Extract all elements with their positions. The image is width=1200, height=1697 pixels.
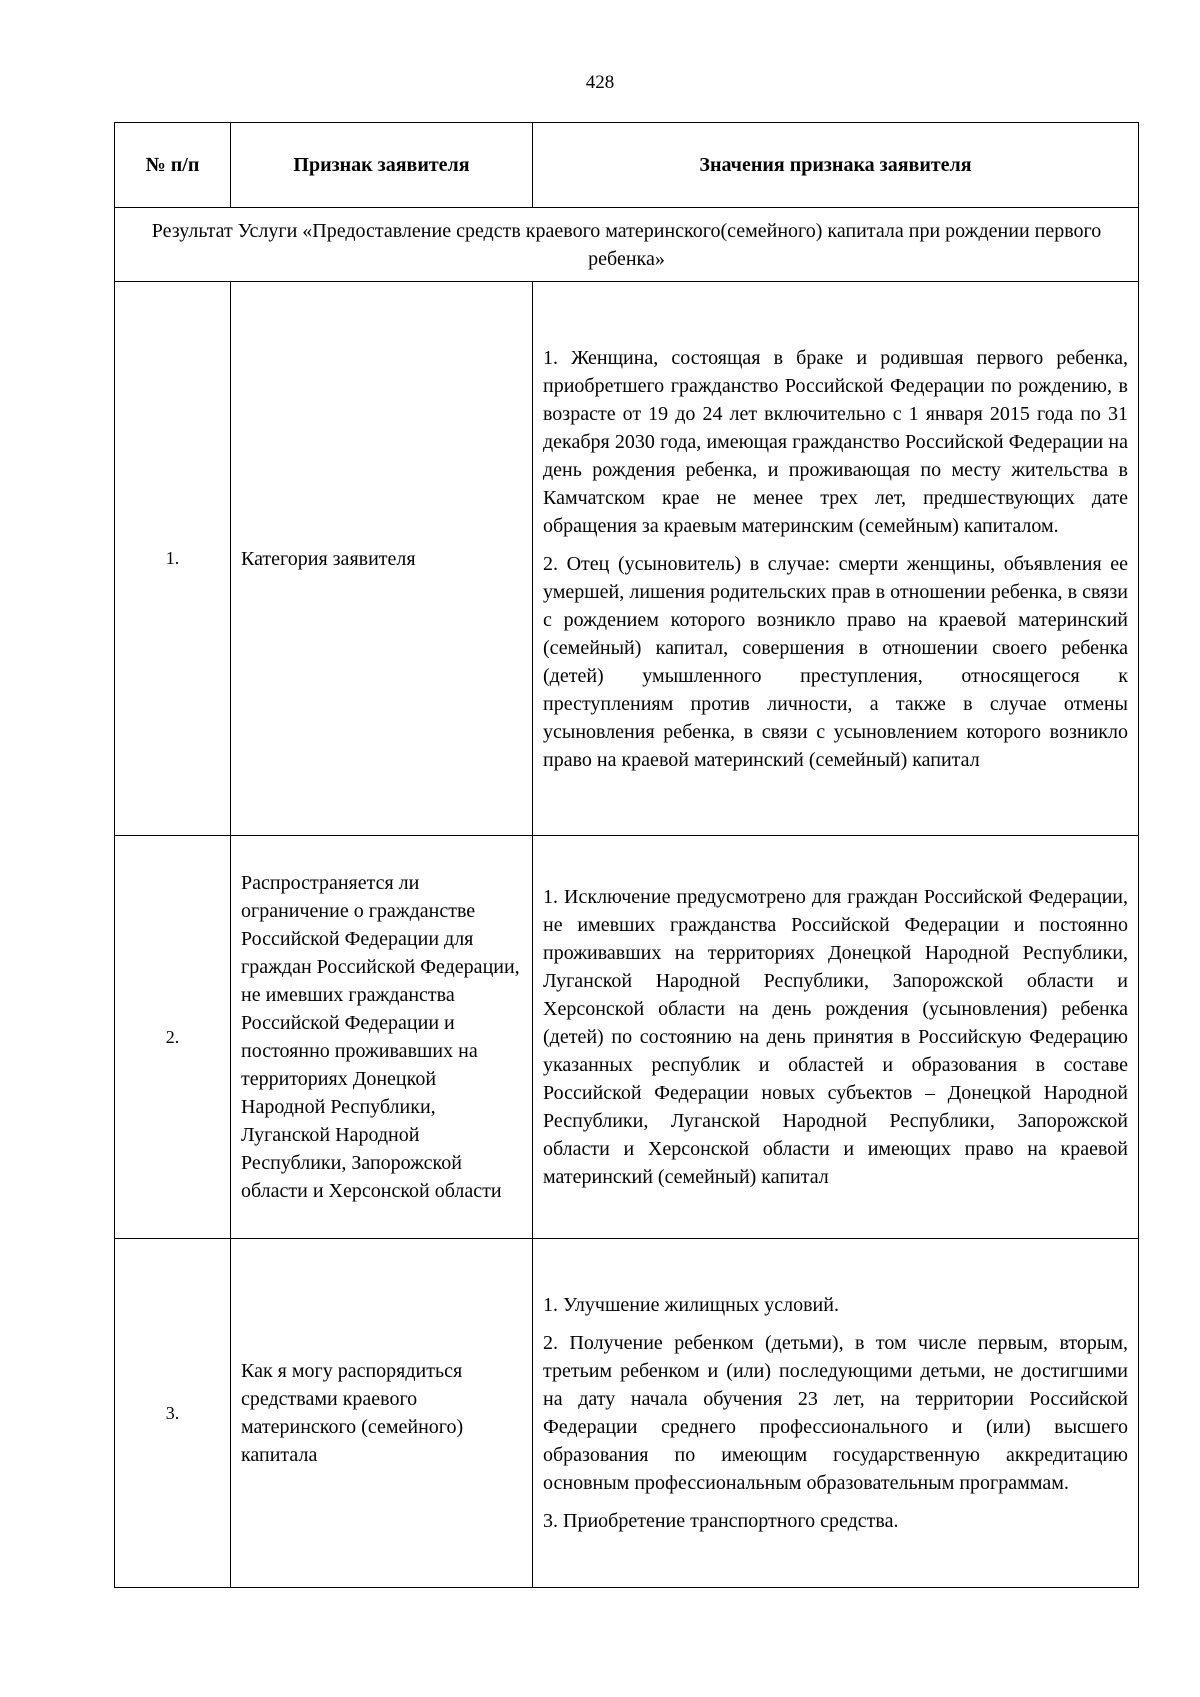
table-row xyxy=(115,282,1139,836)
table-header-row xyxy=(115,123,1139,208)
row-number: 2. xyxy=(115,836,231,1239)
result-title-row xyxy=(115,208,1139,282)
row-attribute: Как я могу распорядиться средствами краевого материнского (семейного) капитала xyxy=(231,1239,533,1588)
value-item: 1. Исключение предусмотрено для граждан Российской Федерации, не имевших гражданства Российской Федерации и постоянно проживавших на территориях Донецкой Народной Республики, Луганской Народной Республики, Запорожской области и Херсонской области на день рождения (усыновления) ребенка (детей) по состоянию на день принятия в Российскую Федерацию указанных республик и областей и образования в составе Российской Федерации новых субъектов – Донецкой Народной Республики, Луганской Народной Республики, Запорожской области и Херсонской области и имеющих право на краевой материнский (семейный) капитал xyxy=(543,886,1128,1188)
value-item: 3. Приобретение транспортного средства. xyxy=(543,1510,899,1532)
row-values xyxy=(533,282,1139,836)
value-item: 1. Женщина, состоящая в браке и родившая первого ребенка, приобретшего гражданство Российской Федерации по рождению, в возрасте от 19 до 24 лет включительно с 1 января 2015 года по 31 декабря 2030 года, имеющая гражданство Российской Федерации на день рождения ребенка, и проживающая по месту жительства в Камчатском крае не менее трех лет, предшествующих дате обращения за краевым материнским (семейным) капиталом. xyxy=(543,346,1128,537)
row-number: 1. xyxy=(115,282,231,836)
header-attribute: Признак заявителя xyxy=(231,123,533,208)
header-values: Значения признака заявителя xyxy=(533,123,1139,208)
value-item: 2. Отец (усыновитель) в случае: смерти женщины, объявления ее умершей, лишения родительских прав в отношении ребенка, в связи с рождением которого возникло право на краевой материнский (семейный) капитал, совершения в отношении своего ребенка (детей) умышленного преступления, относящегося к преступлениям против личности, а также в случае отмены усыновления ребенка, в связи с усыновлением которого возникло право на краевой материнский (семейный) капитал xyxy=(543,552,1128,771)
table-row xyxy=(115,1239,1139,1588)
value-item: 1. Улучшение жилищных условий. xyxy=(543,1294,839,1316)
row-attribute: Категория заявителя xyxy=(231,282,533,836)
header-num: № п/п xyxy=(115,123,231,208)
row-number: 3. xyxy=(115,1239,231,1588)
result-title: Результат Услуги «Предоставление средств краевого материнского(семейного) капитала при рождении первого ребенка» xyxy=(115,208,1139,282)
value-item: 2. Получение ребенком (детьми), в том числе первым, вторым, третьим ребенком и (или) последующими детьми, не достигшими на дату начала обучения 23 лет, на территории Российской Федерации среднего профессионального и (или) высшего образования по имеющим государственную аккредитацию основным профессиональным образовательным программам. xyxy=(543,1332,1128,1494)
row-values xyxy=(533,836,1139,1239)
page-number: 428 xyxy=(585,72,615,93)
row-attribute: Распространяется ли ограничение о гражданстве Российской Федерации для граждан Российской Федерации, не имевших гражданства Российской Федерации и постоянно проживавших на территориях Донецкой Народной Республики, Луганской Народной Республики, Запорожской области и Херсонской области xyxy=(231,836,533,1239)
table-row xyxy=(115,836,1139,1239)
applicant-attributes-table xyxy=(114,122,1139,1588)
row-values xyxy=(533,1239,1139,1588)
